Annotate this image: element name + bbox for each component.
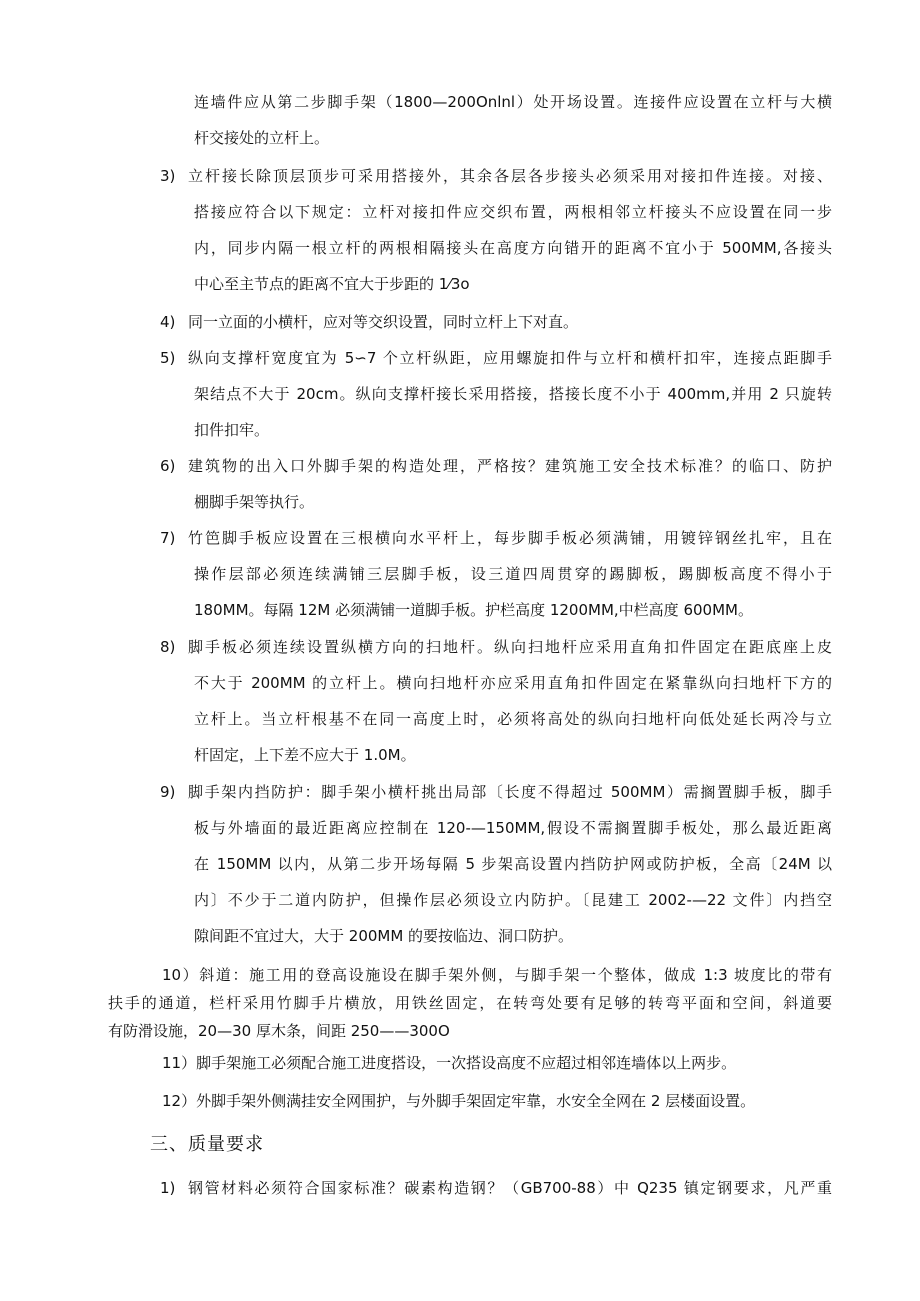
text-line: 架结点不大于 20cm。纵向支撑杆接长采用搭接，搭接长度不小于 400mm,并用 2 只旋转 xyxy=(194,385,832,403)
text-line: 钢管材料必须符合国家标准？碳素构造钢？（GB700-88）中 Q235 镇定钢要求，凡严重 xyxy=(188,1179,832,1197)
text-line: 扶手的通道，栏杆采用竹脚手片横放，用铁丝固定，在转弯处要有足够的转弯平面和空间，斜道要 xyxy=(108,994,832,1012)
text-line: 不大于 200MM 的立杆上。横向扫地杆亦应采用直角扣件固定在紧靠纵向扫地杆下方的 xyxy=(194,674,832,692)
text-line: 内，同步内隔一根立杆的两根相隔接头在高度方向错开的距离不宜小于 500MM,各接头 xyxy=(194,239,832,257)
item-number: 1) xyxy=(160,1179,176,1197)
text-line: 有防滑设施，20—30 厚木条，间距 250——300O xyxy=(108,1022,450,1040)
text-line: 棚脚手架等执行。 xyxy=(194,493,315,511)
text-line: 板与外墙面的最近距离应控制在 120-—150MM,假设不需搁置脚手板处，那么最近距离 xyxy=(194,819,832,837)
text-line: 11）脚手架施工必须配合施工进度搭设，一次搭设高度不应超过相邻连墙体以上两步。 xyxy=(162,1054,737,1072)
text-line: 10）斜道：施工用的登高设施设在脚手架外侧，与脚手架一个整体，做成 1:3 坡度比的带有 xyxy=(162,966,832,984)
text-line: 连墙件应从第二步脚手架（1800—200Onlnl）处开场设置。连接件应设置在立杆与大横 xyxy=(194,93,832,111)
text-line: 脚手架内挡防护：脚手架小横杆挑出局部〔长度不得超过 500MM）需搁置脚手板，脚手 xyxy=(188,783,832,801)
text-line: 搭接应符合以下规定：立杆对接扣件应交织布置，两根相邻立杆接头不应设置在同一步 xyxy=(194,203,832,221)
item-number: 3) xyxy=(160,167,176,185)
text-line: 同一立面的小横杆，应对等交织设置，同时立杆上下对直。 xyxy=(188,313,579,331)
item-number: 9) xyxy=(160,783,176,801)
text-line: 在 150MM 以内，从第二步开场每隔 5 步架高设置内挡防护网或防护板，全高〔24M 以 xyxy=(194,855,832,873)
text-line: 隙间距不宜过大，大于 200MM 的要按临边、洞口防护。 xyxy=(194,927,574,945)
text-line: 杆固定，上下差不应大于 1.0M。 xyxy=(194,746,416,764)
text-line: 立杆上。当立杆根基不在同一高度上时，必须将高处的纵向扫地杆向低处延长两冷与立 xyxy=(194,710,832,728)
text-line: 杆交接处的立杆上。 xyxy=(194,129,330,147)
text-line: 脚手板必须连续设置纵横方向的扫地杆。纵向扫地杆应采用直角扣件固定在距底座上皮 xyxy=(188,638,832,656)
text-line: 建筑物的出入口外脚手架的构造处理，严格按？建筑施工安全技术标准？的临口、防护 xyxy=(188,457,832,475)
item-number: 4) xyxy=(160,313,176,331)
item-number: 6) xyxy=(160,457,176,475)
section-heading: 三、质量要求 xyxy=(150,1134,264,1155)
item-number: 7) xyxy=(160,529,176,547)
text-line: 中心至主节点的距离不宜大于步距的 1⁄3o xyxy=(194,275,470,293)
text-line: 竹笆脚手板应设置在三根横向水平杆上，每步脚手板必须满铺，用镀锌钢丝扎牢，且在 xyxy=(188,529,832,547)
text-line: 12）外脚手架外侧满挂安全网围护，与外脚手架固定牢靠，水安全全网在 2 层楼面设置。 xyxy=(162,1092,756,1110)
text-line: 扣件扣牢。 xyxy=(194,421,270,439)
text-line: 180MM。每隔 12M 必须满铺一道脚手板。护栏高度 1200MM,中栏高度 600MM。 xyxy=(194,601,753,619)
text-line: 纵向支撑杆宽度宜为 5∽7 个立杆纵距，应用螺旋扣件与立杆和横杆扣牢，连接点距脚手 xyxy=(188,349,832,367)
item-number: 5) xyxy=(160,349,176,367)
text-line: 立杆接长除顶层顶步可采用搭接外，其余各层各步接头必须采用对接扣件连接。对接、 xyxy=(188,167,832,185)
text-line: 内〕不少于二道内防护，但操作层必须设立内防护。〔昆建工 2002-—22 文件〕内挡空 xyxy=(194,891,832,909)
text-line: 操作层部必须连续满铺三层脚手板，设三道四周贯穿的踢脚板，踢脚板高度不得小于 xyxy=(194,565,832,583)
item-number: 8) xyxy=(160,638,176,656)
